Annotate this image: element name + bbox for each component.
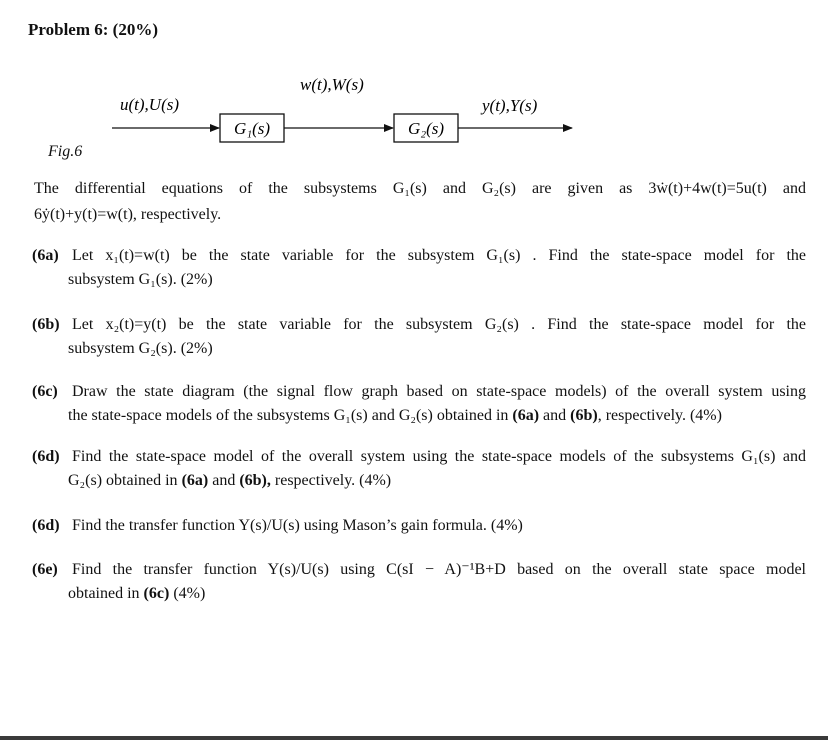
question-6d-mason bbox=[32, 514, 806, 538]
problem-title: Problem 6: (20%) bbox=[28, 20, 158, 39]
intro-line-2: 6ẏ(t)+y(t)=w(t), respectively. bbox=[34, 206, 222, 223]
question-line-1: Let x₂(t)=y(t) be the state variable for the subsystem G₂(s) . Find the state-space model for the bbox=[72, 316, 806, 333]
block-g1-label: G₁(s) bbox=[233, 119, 271, 138]
question-line-1: Draw the state diagram (the signal flow graph based on state-space models) of the overall system using bbox=[72, 383, 806, 400]
figure-caption: Fig.6 bbox=[48, 143, 83, 160]
question-line-2: subsystem G₁(s). (2%) bbox=[68, 271, 213, 288]
question-label: (6a) bbox=[32, 247, 59, 264]
question-line-2: subsystem G₂(s). (2%) bbox=[68, 340, 213, 357]
question-line-1: Find the transfer function Y(s)/U(s) using C(sI − A)⁻¹B+D based on the overall state space model bbox=[72, 561, 806, 578]
question-label: (6b) bbox=[32, 316, 60, 333]
question-6e bbox=[32, 558, 806, 606]
bottom-divider bbox=[0, 736, 828, 740]
question-label: (6d) bbox=[32, 448, 60, 465]
block-diagram bbox=[0, 60, 828, 150]
question-line-2: the state-space models of the subsystems G₁(s) and G₂(s) obtained in (6a) and (6b), respectively. (4%) bbox=[68, 407, 722, 424]
intro-line-1: The differential equations of the subsystems G₁(s) and G₂(s) are given as 3ẇ(t)+4w(t)=5u(t) and bbox=[34, 180, 806, 197]
question-6b bbox=[32, 313, 806, 361]
output-signal-label: y(t),Y(s) bbox=[482, 96, 538, 115]
question-line-1: Find the transfer function Y(s)/U(s) using Mason’s gain formula. (4%) bbox=[72, 517, 523, 534]
question-line-2: G₂(s) obtained in (6a) and (6b), respectively. (4%) bbox=[68, 472, 392, 489]
intro-paragraph bbox=[34, 176, 806, 228]
question-line-1: Let x₁(t)=w(t) be the state variable for the subsystem G₁(s) . Find the state-space model for the bbox=[72, 247, 806, 264]
intermediate-signal-label: w(t),W(s) bbox=[300, 75, 364, 94]
block-g2-label: G₂(s) bbox=[407, 119, 445, 138]
question-6d-state-space bbox=[32, 445, 806, 493]
question-line-1: Find the state-space model of the overall system using the state-space models of the subsystems G₁(s) and bbox=[72, 448, 806, 465]
question-6a bbox=[32, 244, 806, 292]
input-signal-label: u(t),U(s) bbox=[120, 95, 180, 114]
question-line-2: obtained in (6c) (4%) bbox=[68, 585, 206, 602]
question-label: (6c) bbox=[32, 383, 58, 400]
question-6c bbox=[32, 380, 806, 428]
question-label: (6e) bbox=[32, 561, 58, 578]
question-label: (6d) bbox=[32, 517, 60, 534]
